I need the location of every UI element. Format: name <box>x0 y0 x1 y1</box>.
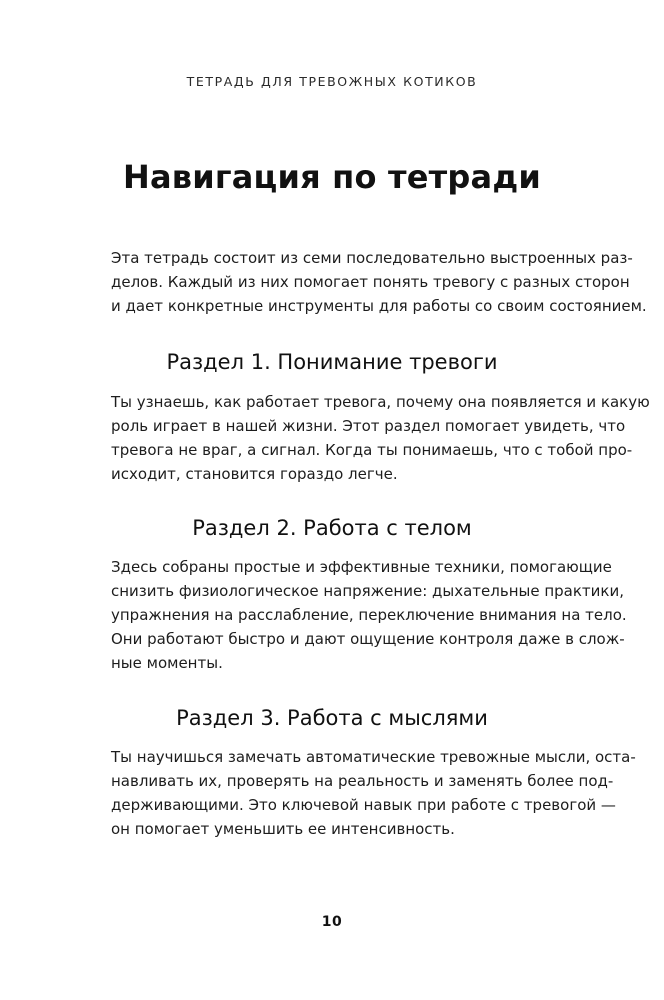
section-2-heading: Раздел 2. Работа с телом <box>192 516 472 540</box>
section-1-line: тревога не враг, а сигнал. Когда ты понимаешь, что с тобой про- <box>111 441 633 459</box>
section-1-paragraph <box>111 390 650 486</box>
section-1-line: роль играет в нашей жизни. Этот раздел помогает увидеть, что <box>111 417 626 435</box>
section-3-line: держивающими. Это ключевой навык при работе с тревогой — <box>111 796 616 814</box>
section-2-line: Они работают быстро и дают ощущение контроля даже в слож- <box>111 630 625 648</box>
page-number: 10 <box>321 914 343 930</box>
section-3-line: Ты научишься замечать автоматические тревожные мысли, оста- <box>111 748 636 766</box>
section-2-paragraph <box>111 555 627 675</box>
section-2-line: ные моменты. <box>111 654 223 672</box>
section-1-line: Ты узнаешь, как работает тревога, почему она появляется и какую <box>111 393 650 411</box>
section-3-line: навливать их, проверять на реальность и заменять более под- <box>111 772 614 790</box>
intro-paragraph <box>111 246 647 318</box>
running-head: ТЕТРАДЬ ДЛЯ ТРЕВОЖНЫХ КОТИКОВ <box>186 74 478 89</box>
section-3-paragraph <box>111 745 636 841</box>
intro-line: Эта тетрадь состоит из семи последовательно выстроенных раз- <box>111 249 633 267</box>
section-3-heading: Раздел 3. Работа с мыслями <box>176 706 488 730</box>
intro-line: делов. Каждый из них помогает понять тревогу с разных сторон <box>111 273 630 291</box>
section-2-line: Здесь собраны простые и эффективные техники, помогающие <box>111 558 612 576</box>
section-2-line: упражнения на расслабление, переключение внимания на тело. <box>111 606 627 624</box>
page-title: Навигация по тетради <box>123 158 541 196</box>
section-1-line: исходит, становится гораздо легче. <box>111 465 398 483</box>
section-1-heading: Раздел 1. Понимание тревоги <box>166 350 498 374</box>
section-2-line: снизить физиологическое напряжение: дыхательные практики, <box>111 582 624 600</box>
intro-line: и дает конкретные инструменты для работы со своим состоянием. <box>111 297 647 315</box>
section-3-line: он помогает уменьшить ее интенсивность. <box>111 820 455 838</box>
